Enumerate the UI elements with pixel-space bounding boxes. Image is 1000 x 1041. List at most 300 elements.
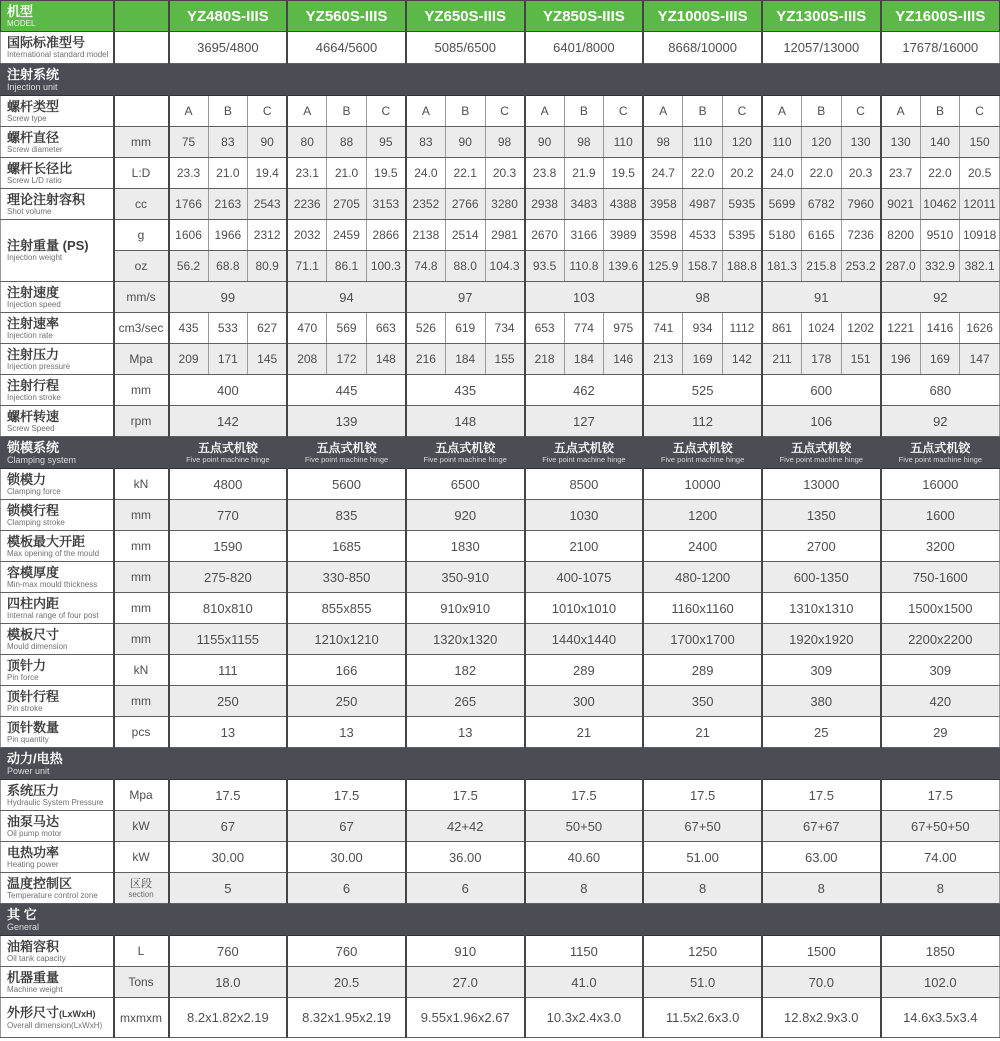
value-cell: 289 — [525, 655, 644, 686]
label-clamping_stroke-en: Clamping stroke — [7, 517, 65, 527]
value-cell: 2514 — [445, 220, 485, 251]
value-cell: 2670 — [525, 220, 565, 251]
intl-row — [1, 32, 1000, 64]
section-title-cn: 锁模系统 — [7, 439, 60, 455]
row-pin_force — [1, 655, 1000, 686]
value-cell: 110 — [683, 127, 723, 158]
label-heating_power — [1, 842, 114, 873]
band-cell-cn: 五点式机铰 — [553, 440, 614, 455]
value-cell: 215.8 — [802, 251, 842, 282]
label-oil_pump_motor-cn-text: 油泵马达 — [7, 813, 60, 829]
label-overall_dimension — [1, 998, 114, 1038]
label-mould_dimension-cn — [7, 628, 111, 642]
label-oil_tank-en: Oil tank capacity — [7, 953, 66, 963]
value-cell: 332.9 — [920, 251, 960, 282]
value-cell: 1030 — [525, 500, 644, 531]
label-pin_quantity-en: Pin quantity — [7, 734, 49, 744]
row-mould_thickness — [1, 562, 1000, 593]
value-cell: A — [525, 96, 565, 127]
value-cell: 330-850 — [287, 562, 406, 593]
value-cell: 13 — [406, 717, 525, 748]
value-cell: 8668/10000 — [643, 32, 762, 64]
label-injection_speed-cn — [7, 286, 111, 300]
band-cell-cn: 五点式机铰 — [316, 440, 377, 455]
value-cell: 7236 — [841, 220, 881, 251]
value-cell: 835 — [287, 500, 406, 531]
label-mould_thickness-en: Min-max mould thickness — [7, 579, 98, 589]
value-cell: 5395 — [722, 220, 762, 251]
value-cell: 2700 — [762, 531, 881, 562]
value-cell: 100.3 — [366, 251, 406, 282]
value-cell: 146 — [604, 344, 644, 375]
row-four_post — [1, 593, 1000, 624]
label-pin_stroke-en: Pin stroke — [7, 703, 43, 713]
value-cell: 8.2x1.82x2.19 — [169, 998, 288, 1038]
value-cell: 3483 — [564, 189, 604, 220]
value-cell: 350 — [643, 686, 762, 717]
value-cell: 7960 — [841, 189, 881, 220]
value-cell: 8.32x1.95x2.19 — [287, 998, 406, 1038]
value-cell: 445 — [287, 375, 406, 406]
value-cell: 250 — [287, 686, 406, 717]
value-cell: 1155x1155 — [169, 624, 288, 655]
value-cell: B — [208, 96, 248, 127]
label-four_post-cn-text: 四柱内距 — [7, 595, 60, 611]
value-cell: 98 — [643, 282, 762, 313]
value-cell: 1626 — [960, 313, 1000, 344]
value-cell: 104.3 — [485, 251, 525, 282]
section-title-en: Clamping system — [7, 454, 77, 465]
value-cell: 22.0 — [920, 158, 960, 189]
value-cell: 1700x1700 — [643, 624, 762, 655]
label-injection_stroke — [1, 375, 114, 406]
label-system_pressure — [1, 780, 114, 811]
label-clamping_force-cn-text: 锁模力 — [7, 471, 47, 487]
value-cell: 19.5 — [604, 158, 644, 189]
value-cell: 741 — [643, 313, 683, 344]
unit-weight_g: g — [114, 220, 169, 251]
value-cell: 1202 — [841, 313, 881, 344]
value-cell: 148 — [366, 344, 406, 375]
value-cell: 67+50+50 — [881, 811, 1000, 842]
value-cell: 275-820 — [169, 562, 288, 593]
band-cell-cn: 五点式机铰 — [910, 440, 971, 455]
unit-machine_weight: Tons — [114, 967, 169, 998]
value-cell: 111 — [169, 655, 288, 686]
value-cell: 6500 — [406, 469, 525, 500]
value-cell: 3200 — [881, 531, 1000, 562]
value-cell: 760 — [169, 936, 288, 967]
label-injection_pressure — [1, 344, 114, 375]
value-cell: 1221 — [881, 313, 921, 344]
value-cell: 27.0 — [406, 967, 525, 998]
value-cell: 67+50 — [643, 811, 762, 842]
model-unit-empty — [114, 1, 169, 32]
label-system_pressure-cn-text: 系统压力 — [7, 782, 60, 798]
row-shot_volume — [1, 189, 1000, 220]
label-pin_quantity-cn — [7, 721, 111, 735]
value-cell: 23.7 — [881, 158, 921, 189]
value-cell: 92 — [881, 406, 1000, 437]
value-cell: 1150 — [525, 936, 644, 967]
row-injection_speed — [1, 282, 1000, 313]
value-cell: 6782 — [802, 189, 842, 220]
value-cell: 4987 — [683, 189, 723, 220]
value-cell: 17678/16000 — [881, 32, 1000, 64]
value-cell: 1685 — [287, 531, 406, 562]
label-temp_control_zone — [1, 873, 114, 904]
value-cell: 130 — [881, 127, 921, 158]
value-cell: 20.5 — [287, 967, 406, 998]
label-clamping_force-cn — [7, 473, 111, 487]
value-cell: 67 — [169, 811, 288, 842]
value-cell: 209 — [169, 344, 209, 375]
unit-heating_power: kW — [114, 842, 169, 873]
label-clamping_stroke-cn-text: 锁模行程 — [7, 502, 60, 518]
value-cell: C — [485, 96, 525, 127]
value-cell: 975 — [604, 313, 644, 344]
value-cell: 20.3 — [485, 158, 525, 189]
value-cell: 218 — [525, 344, 565, 375]
value-cell: 151 — [841, 344, 881, 375]
band-cell — [287, 437, 406, 469]
value-cell: 2352 — [406, 189, 446, 220]
label-screw_diameter — [1, 127, 114, 158]
unit-mould_dimension: mm — [114, 624, 169, 655]
value-cell: 51.00 — [643, 842, 762, 873]
label-ld_ratio-cn-text: 螺杆长径比 — [7, 160, 73, 176]
value-cell: 17.5 — [406, 780, 525, 811]
value-cell: 1010x1010 — [525, 593, 644, 624]
label-pin_force-cn — [7, 659, 111, 673]
label-intl-en: International standard model — [7, 50, 109, 59]
value-cell: 139 — [287, 406, 406, 437]
label-machine_weight — [1, 967, 114, 998]
value-cell: 127 — [525, 406, 644, 437]
value-cell: 139.6 — [604, 251, 644, 282]
value-cell: 4800 — [169, 469, 288, 500]
value-cell: 24.0 — [762, 158, 802, 189]
section-title — [1, 748, 169, 780]
value-cell: 250 — [169, 686, 288, 717]
value-cell: 211 — [762, 344, 802, 375]
label-screw_type-cn-text: 螺杆类型 — [7, 98, 60, 114]
value-cell: 29 — [881, 717, 1000, 748]
value-cell: 19.5 — [366, 158, 406, 189]
row-heating_power — [1, 842, 1000, 873]
value-cell: 2400 — [643, 531, 762, 562]
value-cell: 435 — [169, 313, 209, 344]
value-cell: 169 — [683, 344, 723, 375]
model-name: YZ480S-IIIS — [169, 1, 288, 32]
label-clamping_force — [1, 469, 114, 500]
value-cell: B — [802, 96, 842, 127]
row-machine_weight — [1, 967, 1000, 998]
row-screw_speed — [1, 406, 1000, 437]
row-system_pressure — [1, 780, 1000, 811]
unit-pin_quantity: pcs — [114, 717, 169, 748]
value-cell: 17.5 — [169, 780, 288, 811]
value-cell: 1160x1160 — [643, 593, 762, 624]
value-cell: 6 — [406, 873, 525, 904]
value-cell: 150 — [960, 127, 1000, 158]
value-cell: 23.1 — [287, 158, 327, 189]
value-cell: 2543 — [248, 189, 288, 220]
value-cell: 196 — [881, 344, 921, 375]
model-header-row — [1, 1, 1000, 32]
label-injection_stroke-cn-text: 注射行程 — [7, 377, 60, 393]
value-cell: 6401/8000 — [525, 32, 644, 64]
value-cell: 1250 — [643, 936, 762, 967]
value-cell: 80.9 — [248, 251, 288, 282]
band-cell — [881, 437, 1000, 469]
value-cell: 13 — [287, 717, 406, 748]
row-pin_quantity — [1, 717, 1000, 748]
label-mould_dimension — [1, 624, 114, 655]
label-weight_g-cn-text: 注射重量 (PS) — [7, 238, 89, 253]
value-cell: 178 — [802, 344, 842, 375]
label-clamping_force-en: Clamping force — [7, 486, 61, 496]
value-cell: 525 — [643, 375, 762, 406]
value-cell: 125.9 — [643, 251, 683, 282]
unit-screw_type — [114, 96, 169, 127]
value-cell: 70.0 — [762, 967, 881, 998]
section-title — [1, 904, 169, 936]
section-title-en: Injection unit — [7, 81, 58, 92]
row-screw_type — [1, 96, 1000, 127]
value-cell: 120 — [722, 127, 762, 158]
band-cell — [762, 437, 881, 469]
model-label-en: MODEL — [7, 18, 36, 28]
section-title-cn: 动力/电热 — [7, 750, 63, 766]
value-cell: 627 — [248, 313, 288, 344]
value-cell: A — [762, 96, 802, 127]
row-screw_diameter — [1, 127, 1000, 158]
value-cell: 380 — [762, 686, 881, 717]
label-mould_thickness-cn-text: 容模厚度 — [7, 564, 60, 580]
value-cell: 10918 — [960, 220, 1000, 251]
value-cell: 20.2 — [722, 158, 762, 189]
value-cell: 98 — [564, 127, 604, 158]
label-intl-cn-text: 国际标准型号 — [7, 35, 86, 50]
value-cell: 855x855 — [287, 593, 406, 624]
value-cell: 83 — [208, 127, 248, 158]
value-cell: 17.5 — [287, 780, 406, 811]
value-cell: 5 — [169, 873, 288, 904]
value-cell: 680 — [881, 375, 1000, 406]
value-cell: 3989 — [604, 220, 644, 251]
value-cell: 8 — [762, 873, 881, 904]
value-cell: 5180 — [762, 220, 802, 251]
value-cell: 90 — [525, 127, 565, 158]
value-cell: 21 — [525, 717, 644, 748]
label-injection_stroke-en: Injection stroke — [7, 392, 61, 402]
value-cell: 21.0 — [208, 158, 248, 189]
value-cell: 526 — [406, 313, 446, 344]
label-injection_rate — [1, 313, 114, 344]
band-cell-en: Five point machine hinge — [186, 454, 270, 464]
unit-en: section — [128, 889, 154, 899]
band-cell — [169, 437, 288, 469]
value-cell: 5600 — [287, 469, 406, 500]
model-name: YZ850S-IIIS — [525, 1, 644, 32]
value-cell: 1830 — [406, 531, 525, 562]
value-cell: 181.3 — [762, 251, 802, 282]
label-max_opening-cn-text: 模板最大开距 — [7, 533, 86, 549]
value-cell: 213 — [643, 344, 683, 375]
label-pin_quantity — [1, 717, 114, 748]
value-cell: 8 — [643, 873, 762, 904]
model-label-cn-text: 机型 — [7, 3, 34, 19]
value-cell: 287.0 — [881, 251, 921, 282]
value-cell: 8200 — [881, 220, 921, 251]
value-cell: C — [722, 96, 762, 127]
value-cell: 98 — [643, 127, 683, 158]
value-cell: 420 — [881, 686, 1000, 717]
label-oil_tank-cn — [7, 940, 111, 954]
model-name: YZ1000S-IIIS — [643, 1, 762, 32]
value-cell: 182 — [406, 655, 525, 686]
value-cell: 20.5 — [960, 158, 1000, 189]
row-overall_dimension — [1, 998, 1000, 1038]
label-ld_ratio — [1, 158, 114, 189]
value-cell: 1024 — [802, 313, 842, 344]
value-cell: 112 — [643, 406, 762, 437]
value-cell: 2459 — [327, 220, 367, 251]
value-cell: C — [841, 96, 881, 127]
value-cell: 40.60 — [525, 842, 644, 873]
label-weight_g-en: Injection weight — [7, 253, 63, 262]
value-cell: 94 — [287, 282, 406, 313]
value-cell: 147 — [960, 344, 1000, 375]
label-heating_power-cn-text: 电热功率 — [7, 844, 60, 860]
label-screw_speed-en: Screw Speed — [7, 423, 55, 433]
unit-screw_speed: rpm — [114, 406, 169, 437]
model-name: YZ1600S-IIIS — [881, 1, 1000, 32]
label-ld_ratio-cn — [7, 162, 111, 176]
value-cell: 300 — [525, 686, 644, 717]
label-max_opening — [1, 531, 114, 562]
value-cell: 265 — [406, 686, 525, 717]
value-cell: 142 — [722, 344, 762, 375]
value-cell: 400-1075 — [525, 562, 644, 593]
value-cell: 68.8 — [208, 251, 248, 282]
label-shot_volume-en: Shot volume — [7, 206, 52, 216]
value-cell: 734 — [485, 313, 525, 344]
value-cell: 382.1 — [960, 251, 1000, 282]
value-cell: 23.8 — [525, 158, 565, 189]
unit-oil_pump_motor: kW — [114, 811, 169, 842]
value-cell: 184 — [445, 344, 485, 375]
label-weight_g-cn — [7, 239, 111, 253]
value-cell: B — [327, 96, 367, 127]
label-injection_rate-en: Injection rate — [7, 330, 53, 340]
value-cell: 30.00 — [287, 842, 406, 873]
value-cell: 148 — [406, 406, 525, 437]
unit-injection_pressure: Mpa — [114, 344, 169, 375]
value-cell: 21 — [643, 717, 762, 748]
value-cell: 42+42 — [406, 811, 525, 842]
label-heating_power-en: Heating power — [7, 859, 59, 869]
value-cell: 1416 — [920, 313, 960, 344]
section-band-empty — [169, 64, 1000, 96]
label-injection_pressure-en: Injection pressure — [7, 361, 71, 371]
value-cell: 80 — [287, 127, 327, 158]
value-cell: 140 — [920, 127, 960, 158]
value-cell: A — [169, 96, 209, 127]
label-overall_dimension-en: Overall dimension(LxWxH) — [7, 1020, 103, 1030]
band-cell-cn: 五点式机铰 — [791, 440, 852, 455]
value-cell: 760 — [287, 936, 406, 967]
value-cell: 480-1200 — [643, 562, 762, 593]
value-cell: 63.00 — [762, 842, 881, 873]
value-cell: 8 — [881, 873, 1000, 904]
label-mould_thickness — [1, 562, 114, 593]
value-cell: 1966 — [208, 220, 248, 251]
section-header-row — [1, 748, 1000, 780]
label-system_pressure-cn — [7, 784, 111, 798]
band-cell-en: Five point machine hinge — [779, 454, 863, 464]
label-overall_dimension-cn — [7, 1006, 111, 1021]
value-cell: 1350 — [762, 500, 881, 531]
model-name: YZ560S-IIIS — [287, 1, 406, 32]
unit-overall_dimension: mxmxm — [114, 998, 169, 1038]
label-oil_tank — [1, 936, 114, 967]
value-cell: 90 — [248, 127, 288, 158]
unit-intl-empty — [114, 32, 169, 64]
value-cell: 92 — [881, 282, 1000, 313]
value-cell: 13000 — [762, 469, 881, 500]
value-cell: 90 — [445, 127, 485, 158]
label-shot_volume-cn — [7, 193, 111, 207]
label-machine_weight-en: Machine weight — [7, 984, 63, 994]
unit-injection_rate: cm3/sec — [114, 313, 169, 344]
value-cell: 309 — [881, 655, 1000, 686]
label-intl-cn — [7, 36, 111, 50]
value-cell: 9.55x1.96x2.67 — [406, 998, 525, 1038]
value-cell: A — [287, 96, 327, 127]
row-oil_tank — [1, 936, 1000, 967]
row-injection_stroke — [1, 375, 1000, 406]
value-cell: 184 — [564, 344, 604, 375]
value-cell: 10.3x2.4x3.0 — [525, 998, 644, 1038]
value-cell: 142 — [169, 406, 288, 437]
section-title — [1, 437, 169, 469]
label-pin_force — [1, 655, 114, 686]
model-label — [1, 1, 114, 32]
value-cell: 1440x1440 — [525, 624, 644, 655]
value-cell: 910 — [406, 936, 525, 967]
section-band-empty — [169, 748, 1000, 780]
value-cell: 74.00 — [881, 842, 1000, 873]
row-max_opening — [1, 531, 1000, 562]
unit-temp_control_zone — [114, 873, 169, 904]
value-cell: 110 — [762, 127, 802, 158]
row-weight_oz — [1, 251, 1000, 282]
value-cell: 145 — [248, 344, 288, 375]
unit-pin_stroke: mm — [114, 686, 169, 717]
value-cell: 166 — [287, 655, 406, 686]
value-cell: 71.1 — [287, 251, 327, 282]
row-ld_ratio — [1, 158, 1000, 189]
value-cell: 30.00 — [169, 842, 288, 873]
value-cell: 10462 — [920, 189, 960, 220]
value-cell: 10000 — [643, 469, 762, 500]
value-cell: 3166 — [564, 220, 604, 251]
value-cell: 20.3 — [841, 158, 881, 189]
value-cell: 12011 — [960, 189, 1000, 220]
value-cell: 12057/13000 — [762, 32, 881, 64]
